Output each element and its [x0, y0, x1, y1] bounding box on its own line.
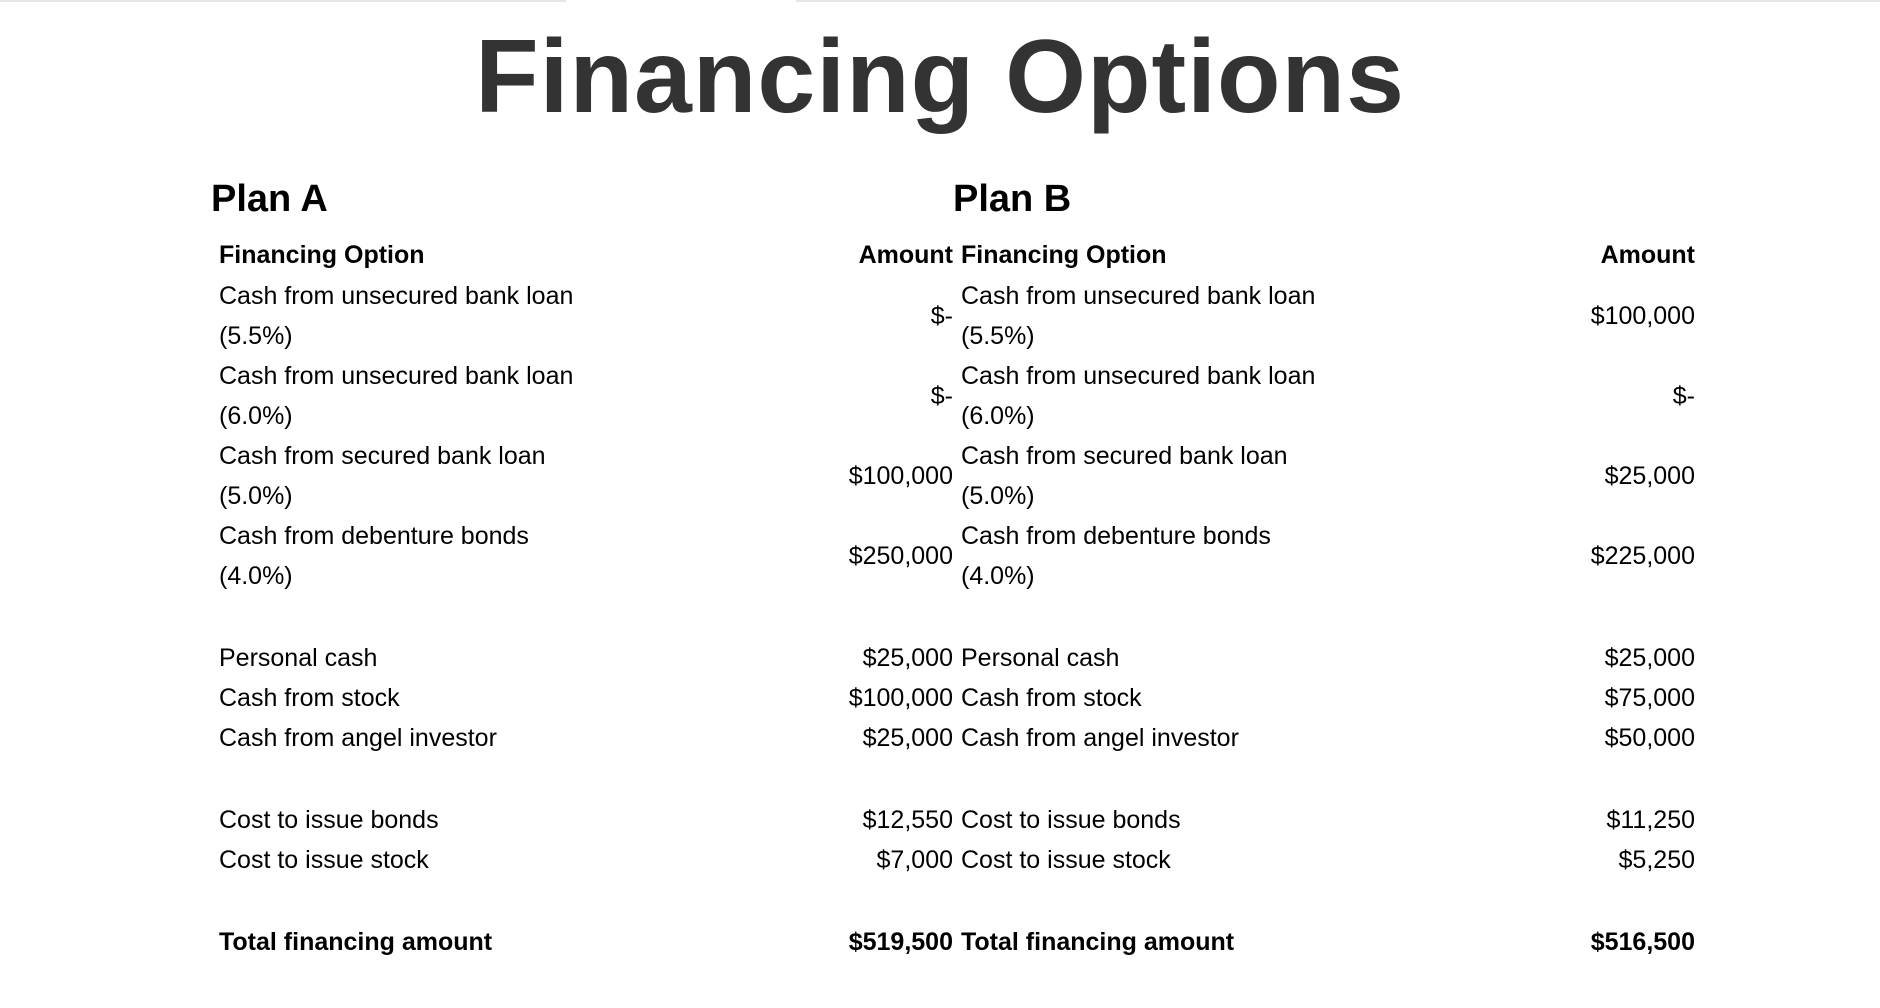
column-header-amount: Amount [1600, 241, 1695, 269]
table-row [959, 356, 1697, 436]
row-label: Cash from unsecured bank loan (5.5%) [219, 282, 574, 350]
row-amount: $75,000 [1604, 684, 1695, 712]
table-row [959, 516, 1697, 596]
row-label: Cash from stock [961, 684, 1142, 712]
table-row [217, 516, 955, 596]
row-label: Cash from debenture bonds (4.0%) [219, 522, 529, 590]
table-row [217, 638, 955, 678]
row-label: Personal cash [219, 644, 378, 672]
table-header-row [217, 234, 955, 276]
table-row [217, 678, 955, 718]
table-row [959, 678, 1697, 718]
spacer-row [217, 758, 955, 800]
plan-a-title: Plan A [211, 178, 328, 220]
spacer-row [959, 596, 1697, 638]
column-header-financing-option: Financing Option [219, 241, 425, 269]
total-amount: $519,500 [848, 928, 953, 956]
spacer-row [959, 880, 1697, 922]
row-amount: $25,000 [1604, 644, 1695, 672]
top-divider-right [796, 0, 1880, 2]
spacer-row [959, 758, 1697, 800]
row-amount: $- [1672, 382, 1695, 410]
row-label: Cash from secured bank loan (5.0%) [219, 442, 546, 510]
row-amount: $100,000 [1590, 302, 1695, 330]
row-amount: $25,000 [1604, 462, 1695, 490]
row-label: Cash from angel investor [219, 724, 497, 752]
row-amount: $11,250 [1606, 806, 1695, 834]
table-row [959, 840, 1697, 880]
top-divider-left [0, 0, 566, 2]
row-label: Cost to issue stock [961, 846, 1171, 874]
table-row [959, 638, 1697, 678]
row-amount: $7,000 [876, 846, 953, 874]
table-row [959, 800, 1697, 840]
table-header-row [959, 234, 1697, 276]
total-label: Total financing amount [219, 928, 493, 956]
table-row [217, 436, 955, 516]
row-label: Cash from debenture bonds (4.0%) [961, 522, 1271, 590]
row-amount: $- [930, 302, 953, 330]
total-row [217, 922, 955, 962]
column-header-financing-option: Financing Option [961, 241, 1167, 269]
total-row [959, 922, 1697, 962]
row-amount: $50,000 [1604, 724, 1695, 752]
table-row [217, 718, 955, 758]
row-amount: $- [930, 382, 953, 410]
total-amount: $516,500 [1590, 928, 1695, 956]
table-row [959, 276, 1697, 356]
table-row [959, 718, 1697, 758]
column-header-amount: Amount [858, 241, 953, 269]
row-amount: $250,000 [848, 542, 953, 570]
table-row [217, 276, 955, 356]
row-amount: $25,000 [862, 724, 953, 752]
row-amount: $100,000 [848, 462, 953, 490]
row-amount: $12,550 [862, 806, 953, 834]
row-label: Cash from secured bank loan (5.0%) [961, 442, 1288, 510]
plan-a-section [211, 172, 953, 962]
row-label: Cash from unsecured bank loan (5.5%) [961, 282, 1316, 350]
table-row [959, 436, 1697, 516]
row-label: Personal cash [961, 644, 1120, 672]
row-label: Cost to issue bonds [961, 806, 1181, 834]
row-amount: $5,250 [1618, 846, 1695, 874]
spacer-row [217, 596, 955, 638]
row-amount: $225,000 [1590, 542, 1695, 570]
plan-b-table [959, 234, 1697, 962]
plan-a-table [217, 234, 955, 962]
total-label: Total financing amount [961, 928, 1235, 956]
table-row [217, 356, 955, 436]
row-amount: $25,000 [862, 644, 953, 672]
spacer-row [217, 880, 955, 922]
plan-b-section [953, 172, 1695, 962]
row-label: Cost to issue bonds [219, 806, 439, 834]
table-row [217, 840, 955, 880]
row-label: Cash from unsecured bank loan (6.0%) [961, 362, 1316, 430]
row-label: Cost to issue stock [219, 846, 429, 874]
row-label: Cash from unsecured bank loan (6.0%) [219, 362, 574, 430]
page-title: Financing Options [475, 19, 1405, 135]
row-label: Cash from angel investor [961, 724, 1239, 752]
row-amount: $100,000 [848, 684, 953, 712]
row-label: Cash from stock [219, 684, 400, 712]
plan-b-title: Plan B [953, 178, 1072, 220]
table-row [217, 800, 955, 840]
